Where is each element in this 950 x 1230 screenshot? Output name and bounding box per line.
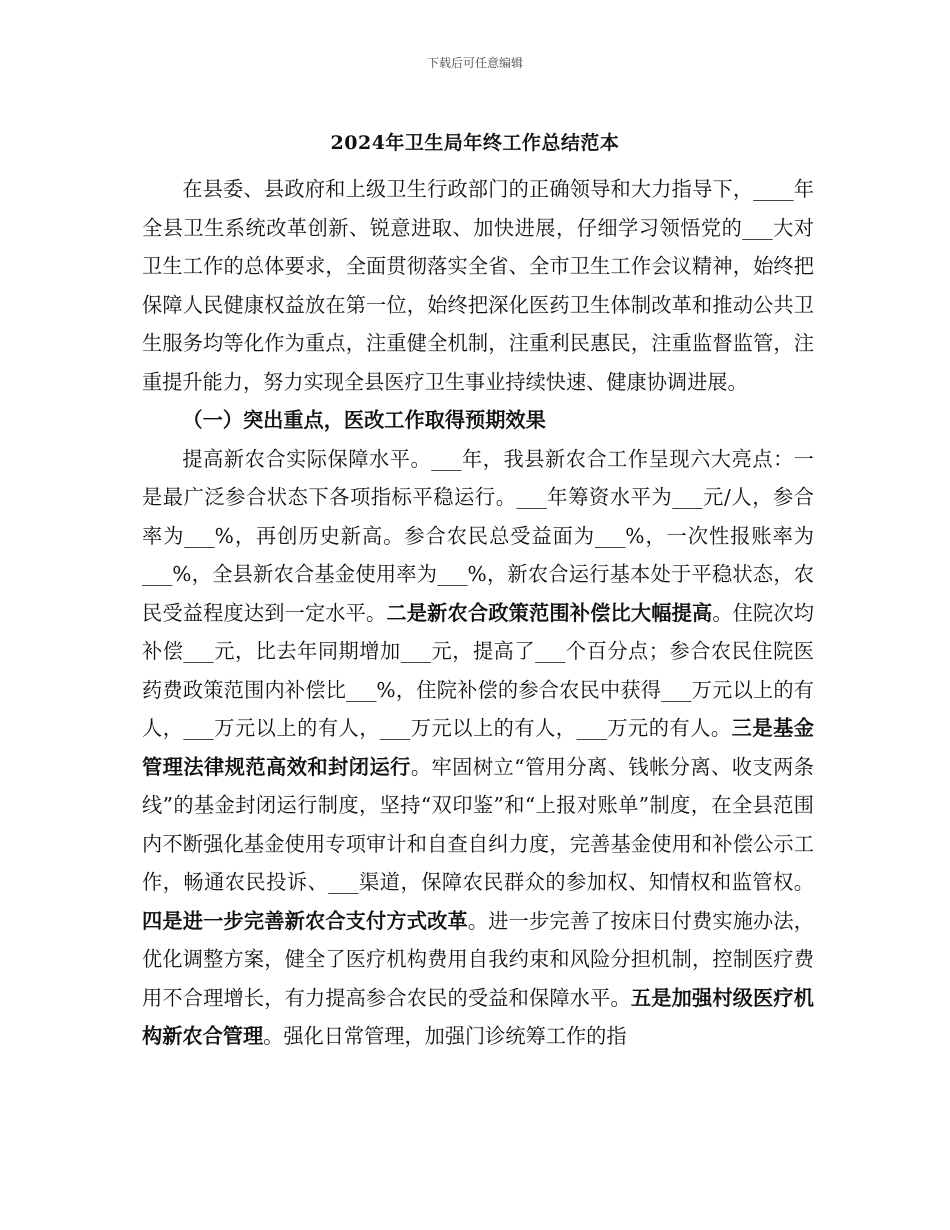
body-paragraph	[142, 440, 814, 1056]
body-text-5: 。强化日常管理，加强门诊统筹工作的指	[263, 1024, 627, 1048]
intro-paragraph: 在县委、县政府和上级卫生行政部门的正确领导和大力指导下，____年全县卫生系统改革创新、锐意进取、加快进展，仔细学习领悟党的___大对卫生工作的总体要求，全面贯彻落实全省、全市卫生工作会议精神，始终把保障人民健康权益放在第一位，始终把深化医药卫生体制改革和推动公共卫生服务均等化作为重点，注重健全机制，注重利民惠民，注重监督监管，注重提升能力，努力实现全县医疗卫生事业持续快速、健康协调进展。	[142, 177, 814, 394]
body-text-2: 。住院次均补偿___元，比去年同期增加___元，提高了___个百分点；参合农民住院医药费政策范围内补偿比___%，住院补偿的参合农民中获得___万元以上的有人，___万元以上的有人，___万元以上的有人，___万元的有人。	[142, 600, 814, 740]
header-note: 下载后可任意编辑	[426, 56, 523, 70]
document-title: 2024年卫生局年终工作总结范本	[330, 132, 620, 154]
highlight-3: 三是基金管理法律规范高效和封闭运行	[142, 716, 814, 779]
body-text-3: 。牢固树立“管用分离、钱帐分离、收支两条线”的基金封闭运行制度，坚持“双印鉴”和“上报对账单”制度，在全县范围内不断强化基金使用专项审计和自查自纠力度，完善基金使用和补偿公示工作，畅通农民投诉、___渠道，保障农民群众的参加权、知情权和监管权。	[142, 754, 814, 894]
highlight-2: 二是新农合政策范围补偿比大幅提高	[386, 600, 713, 625]
body-text-4: 。进一步完善了按床日付费实施办法，优化调整方案，健全了医疗机构费用自我约束和风险分担机制，控制医疗费用不合理增长，有力提高参合农民的受益和保障水平。	[142, 908, 814, 1010]
document-body	[142, 170, 814, 1056]
highlight-4: 四是进一步完善新农合支付方式改革	[142, 908, 468, 933]
highlight-5: 五是加强村级医疗机构新农合管理	[142, 985, 814, 1048]
body-text-1: 提高新农合实际保障水平。___年，我县新农合工作呈现六大亮点：一是最广泛参合状态下各项指标平稳运行。___年筹资水平为___元/人，参合率为___%，再创历史新高。参合农民总受益面为___%，一次性报账率为___%，全县新农合基金使用率为___%，新农合运行基本处于平稳状态，农民受益程度达到一定水平。	[142, 446, 814, 625]
section-heading: （一）突出重点，医改工作取得预期效果	[182, 408, 546, 432]
